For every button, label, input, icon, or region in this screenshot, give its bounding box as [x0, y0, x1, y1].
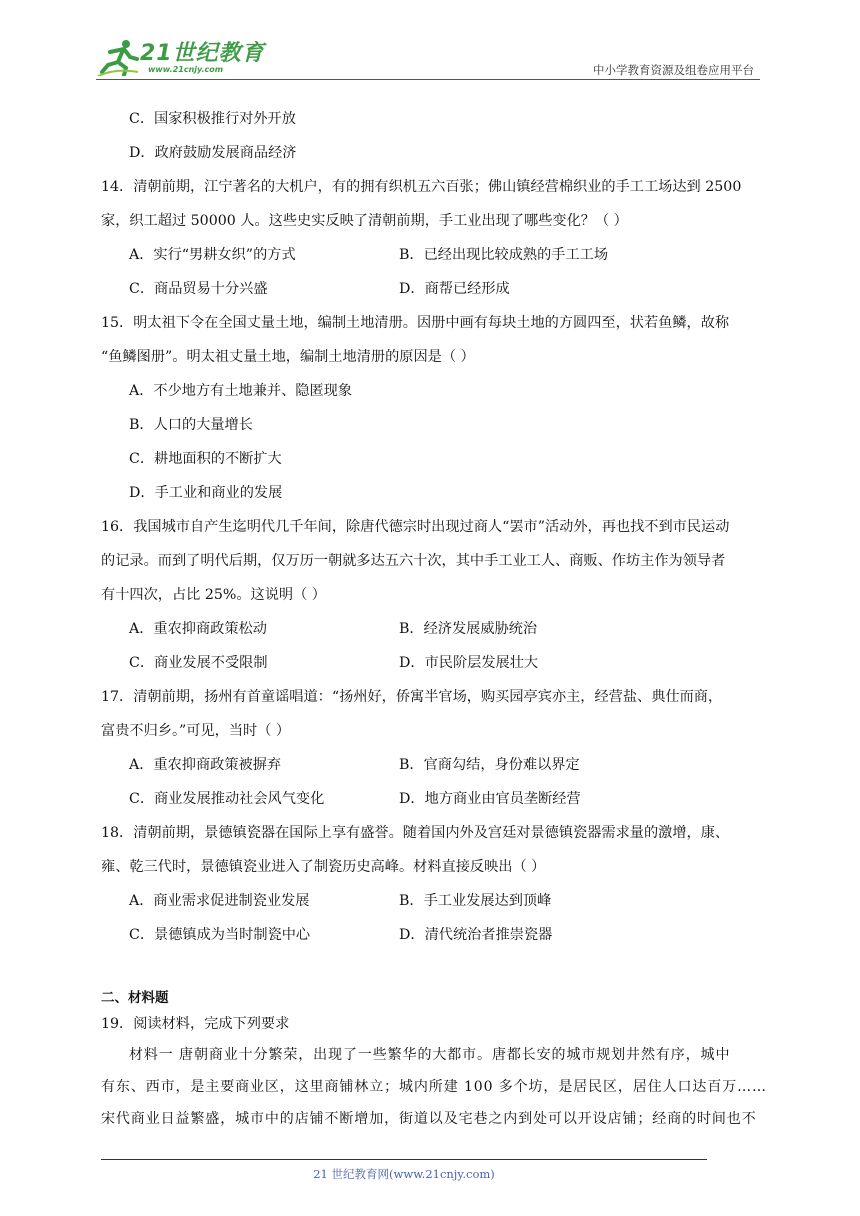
q18-options-ab	[101, 884, 765, 918]
q17-option-d: D．地方商业由官员垄断经营	[399, 791, 581, 807]
running-man-icon	[96, 38, 140, 76]
document-body	[101, 102, 765, 1135]
page-header	[96, 34, 760, 80]
q13-option-c: C．国家积极推行对外开放	[129, 111, 296, 127]
q16-stem-line3: 有十四次，占比 25%。这说明（ ）	[101, 587, 326, 603]
q14-stem-line1: 14．清朝前期，江宁著名的大机户，有的拥有织机五六百张；佛山镇经营棉织业的手工工场达到 2500	[101, 179, 742, 195]
q17-options-ab	[101, 748, 765, 782]
q18-stem-line1: 18．清朝前期，景德镇瓷器在国际上享有盛誉。随着国内外及宫廷对景德镇瓷器需求量的激增，康、	[101, 825, 730, 841]
q16-option-a: A．重农抑商政策松动	[129, 621, 267, 637]
q16-option-d: D．市民阶层发展壮大	[399, 655, 539, 671]
q16-option-b: B．经济发展威胁统治	[399, 621, 538, 637]
q15-option-c: C．耕地面积的不断扩大	[129, 451, 282, 467]
logo-url: www.21cnjy.com	[148, 65, 224, 74]
q18-option-d: D．清代统治者推崇瓷器	[399, 927, 553, 943]
q15-option-a: A．不少地方有土地兼并、隐匿现象	[129, 383, 353, 399]
q16-stem-line1: 16．我国城市自产生迄明代几千年间，除唐代德宗时出现过商人“罢市”活动外，再也找不到市民运动	[101, 519, 730, 535]
q18-option-c: C．景德镇成为当时制瓷中心	[129, 927, 311, 943]
q18-option-a: A．商业需求促进制瓷业发展	[129, 893, 310, 909]
q15-option-b: B．人口的大量增长	[129, 417, 253, 433]
q15-stem-line2: “鱼鳞图册”。明太祖丈量土地，编制土地清册的原因是（ ）	[101, 349, 475, 365]
q14-stem-line2: 家，织工超过 50000 人。这些史实反映了清朝前期，手工业出现了哪些变化？（ ）	[101, 213, 628, 229]
q13-option-d: D．政府鼓励发展商品经济	[129, 145, 297, 161]
q18-option-b: B．手工业发展达到顶峰	[399, 893, 552, 909]
footer-link[interactable]: 21 世纪教育网(www.21cnjy.com)	[313, 1167, 495, 1181]
q17-stem-line1: 17．清朝前期，扬州有首童谣唱道：“扬州好，侨寓半官场，购买园亭宾亦主，经营盐、典仕而商，	[101, 689, 723, 705]
q18-stem-line2: 雍、乾三代时，景德镇瓷业进入了制瓷历史高峰。材料直接反映出（ ）	[101, 859, 546, 875]
q14-options-cd	[101, 272, 765, 306]
q17-stem-line2: 富贵不归乡。”可见，当时（ ）	[101, 723, 291, 739]
footer-divider	[101, 1159, 707, 1160]
material-line1: 材料一 唐朝商业十分繁荣，出现了一些繁华的大都市。唐都长安的城市规划井然有序，城中	[129, 1047, 731, 1063]
q14-option-a: A．实行“男耕女织”的方式	[129, 247, 296, 263]
q14-option-d: D．商帮已经形成	[399, 281, 510, 297]
q15-stem-line1: 15．明太祖下令在全国丈量土地，编制土地清册。因册中画有每块土地的方圆四至，状若鱼鳞，故称	[101, 315, 730, 331]
q16-stem-line2: 的记录。而到了明代后期，仅万历一朝就多达五六十次，其中手工业工人、商贩、作坊主作为领导者	[101, 553, 726, 569]
q15-option-d: D．手工业和商业的发展	[129, 485, 283, 501]
section-title: 二、材料题	[101, 990, 169, 1006]
material-line3: 宋代商业日益繁盛，城市中的店铺不断增加，街道以及宅巷之内到处可以开设店铺；经商的时间也不	[101, 1111, 757, 1127]
site-logo[interactable]	[96, 34, 266, 80]
q16-options-cd	[101, 646, 765, 680]
q14-option-b: B．已经出现比较成熟的手工工场	[399, 247, 609, 263]
material-line2: 有东、西市，是主要商业区，这里商铺林立；城内所建 100 多个坊，是居民区，居住人口达百万……	[101, 1079, 767, 1095]
q19-stem: 19．阅读材料，完成下列要求	[101, 1016, 290, 1032]
logo-text: 21世纪教育	[140, 41, 265, 66]
q16-options-ab	[101, 612, 765, 646]
header-divider	[96, 79, 760, 80]
q16-option-c: C．商业发展不受限制	[129, 655, 268, 671]
q14-options-ab	[101, 238, 765, 272]
q18-options-cd	[101, 918, 765, 952]
q17-option-a: A．重农抑商政策被摒弃	[129, 757, 282, 773]
section-spacer	[101, 952, 765, 987]
q17-options-cd	[101, 782, 765, 816]
q17-option-b: B．官商勾结，身份难以界定	[399, 757, 580, 773]
platform-tagline: 中小学教育资源及组卷应用平台	[593, 63, 754, 77]
q17-option-c: C．商业发展推动社会风气变化	[129, 791, 325, 807]
q14-option-c: C．商品贸易十分兴盛	[129, 281, 268, 297]
